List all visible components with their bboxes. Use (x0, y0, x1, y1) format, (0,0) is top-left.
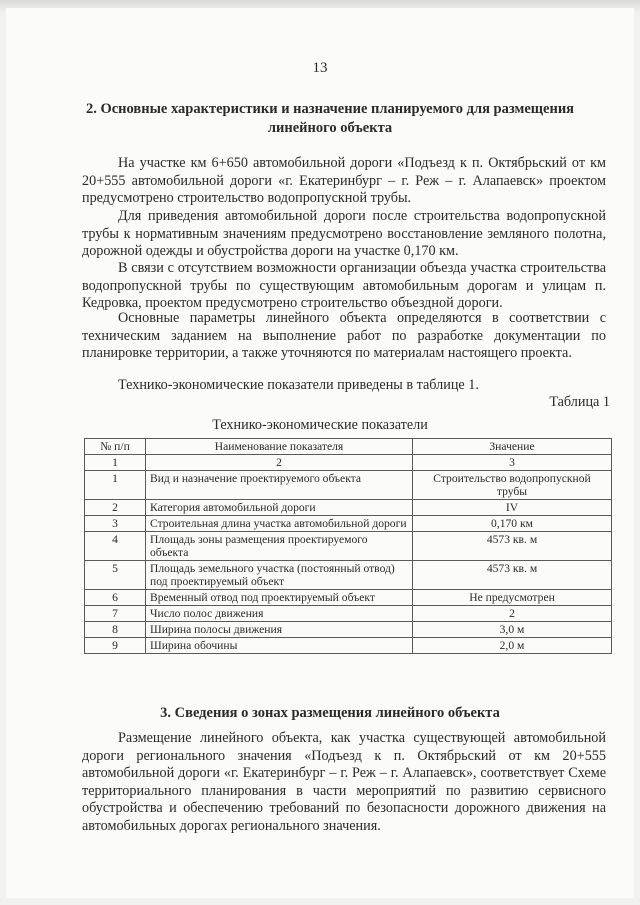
table-row (85, 516, 612, 532)
table-cell: Ширина обочины (146, 638, 413, 654)
paragraph: В связи с отсутствием возможности организации объезда участка строительства водопропускной трубы по существующим автомобильным дорогам и улицам п. Кедровка, проектом предусмотрено строительство объездной дороги. (82, 260, 606, 312)
section-2-heading (70, 100, 590, 138)
table-cell: 1 (85, 455, 146, 471)
page-number: 13 (312, 60, 328, 76)
section-3-heading: 3. Сведения о зонах размещения линейного объекта (160, 705, 500, 721)
table-cell: 0,170 км (413, 516, 612, 532)
table-cell: 1 (85, 471, 146, 500)
table-cell: 2 (146, 455, 413, 471)
section-2-heading-line2: линейного объекта (267, 120, 393, 136)
column-header: Значение (413, 439, 612, 455)
table-row (85, 500, 612, 516)
table-cell: 8 (85, 622, 146, 638)
column-header: № п/п (85, 439, 146, 455)
table-cell: 4 (85, 532, 146, 561)
table-cell: Строительная длина участка автомобильной дороги (146, 516, 413, 532)
table-cell: 2 (85, 500, 146, 516)
table-row (85, 606, 612, 622)
table-row (85, 561, 612, 590)
indicators-table (84, 438, 612, 654)
paragraph: Для приведения автомобильной дороги после строительства водопропускной трубы к нормативным значениям предусмотрено восстановление земляного полотна, дорожной одежды и обустройства дороги на участке 0,170 км. (82, 208, 606, 260)
table-cell: Вид и назначение проектируемого объекта (146, 471, 413, 500)
section-2-heading-line1: 2. Основные характеристики и назначение планируемого для размещения (85, 101, 575, 117)
paragraph: На участке км 6+650 автомобильной дороги «Подъезд к п. Октябрьский от км 20+555 автомобильной дороги «г. Екатеринбург – г. Реж – г. Алапаевск» проектом предусмотрено строительство водопропускной трубы. (82, 155, 606, 207)
table-cell: 4573 кв. м (413, 532, 612, 561)
table-row (85, 471, 612, 500)
paragraph: Технико-экономические показатели приведены в таблице 1. (118, 377, 479, 393)
table-cell: IV (413, 500, 612, 516)
table-cell: 6 (85, 590, 146, 606)
paragraph: Основные параметры линейного объекта определяются в соответствии с техническим заданием на выполнение работ по разработке документации по планировке территории, а также уточняются по материалам настоящего проекта. (82, 310, 606, 362)
table-row (85, 622, 612, 638)
paragraph: Размещение линейного объекта, как участка существующей автомобильной дороги регионального значения «Подъезд к п. Октябрьский от км 20+555 автомобильной дороги «г. Екатеринбург – г. Реж – г. Алапаевск», соответствует Схеме территориального планирования в части мероприятий по развитию сервисного обустройства и обеспечению требований по безопасности дорожного движения на автомобильных дорогах регионального значения. (82, 730, 606, 834)
table-cell: Строительство водопропускной трубы (413, 471, 612, 500)
table-row (85, 532, 612, 561)
table-header-row (85, 439, 612, 455)
table-cell: 9 (85, 638, 146, 654)
table-cell: 5 (85, 561, 146, 590)
table-label: Таблица 1 (549, 394, 610, 410)
column-header: Наименование показателя (146, 439, 413, 455)
table-cell: Площадь земельного участка (постоянный отвод) под проектируемый объект (146, 561, 413, 590)
table-cell: 2 (413, 606, 612, 622)
table-cell: Число полос движения (146, 606, 413, 622)
column-numbering-row (85, 455, 612, 471)
table-cell: Не предусмотрен (413, 590, 612, 606)
table-cell: 3 (413, 455, 612, 471)
table-cell: Временный отвод под проектируемый объект (146, 590, 413, 606)
table-cell: Категория автомобильной дороги (146, 500, 413, 516)
table-cell: 2,0 м (413, 638, 612, 654)
table-cell: 7 (85, 606, 146, 622)
table-row (85, 590, 612, 606)
table-cell: 3,0 м (413, 622, 612, 638)
table-cell: 3 (85, 516, 146, 532)
table-cell: 4573 кв. м (413, 561, 612, 590)
table-cell: Ширина полосы движения (146, 622, 413, 638)
table-row (85, 638, 612, 654)
table-cell: Площадь зоны размещения проектируемого объекта (146, 532, 413, 561)
table-title: Технико-экономические показатели (212, 417, 428, 433)
